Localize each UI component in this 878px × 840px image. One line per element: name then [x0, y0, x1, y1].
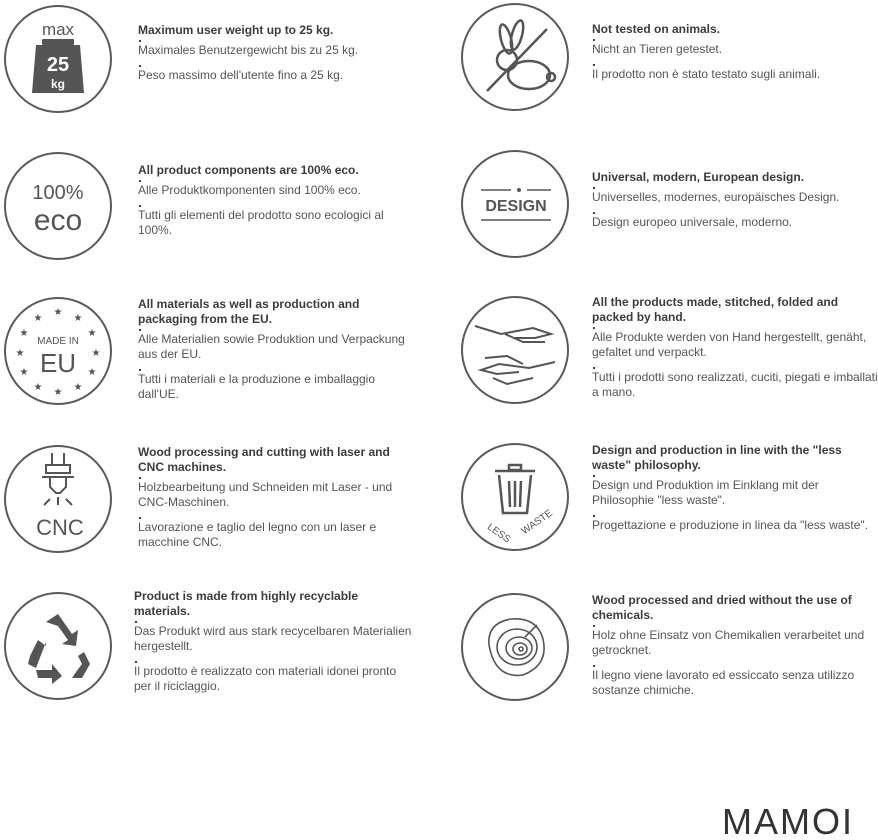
less-waste-icon-right: WASTE — [519, 507, 555, 538]
feature-text-it: Tutti i prodotti sono realizzati, cuciti, piegati e imballati a mano. — [592, 367, 878, 400]
cnc-icon — [4, 445, 112, 553]
feature-text-it: Il prodotto è realizzato con materiali idonei pronto per il riciclaggio. — [134, 661, 414, 694]
feature-text-it: Design europeo universale, moderno. — [592, 212, 878, 230]
feature-text-de: Alle Produktkomponenten sind 100% eco. — [138, 180, 418, 198]
feature-title: Product is made from highly recyclable materials. — [134, 589, 359, 618]
brand-logo — [722, 796, 872, 840]
svg-text:★: ★ — [91, 348, 101, 359]
cnc-icon-label: CNC — [36, 515, 84, 540]
feature-text-it: Tutti i materiali e la produzione e imballaggio dall'UE. — [138, 369, 418, 402]
feature-title: Maximum user weight up to 25 kg. — [138, 23, 334, 37]
feature-design — [461, 150, 878, 270]
wood-log-icon — [461, 593, 569, 701]
eu-icon-made-in: MADE IN — [37, 336, 79, 347]
feature-title: All the products made, stitched, folded and packed by hand. — [592, 295, 839, 324]
svg-text:★: ★ — [87, 328, 97, 339]
design-icon-word: DESIGN — [485, 198, 547, 215]
svg-text:★: ★ — [33, 382, 43, 393]
feature-less-waste — [461, 443, 878, 563]
trash-bin-icon — [461, 443, 569, 551]
feature-cnc — [4, 445, 434, 565]
less-waste-icon-left: LESS — [484, 521, 513, 546]
hands-icon — [461, 296, 569, 404]
feature-title: Wood processing and cutting with laser and CNC machines. — [138, 445, 390, 474]
feature-text-it: Il prodotto non è stato testato sugli animali. — [592, 64, 878, 82]
feature-text-de: Alle Materialien sowie Produktion und Verpackung aus der EU. — [138, 329, 418, 362]
svg-text:★: ★ — [15, 348, 25, 359]
weight-icon — [4, 5, 112, 113]
feature-title: Design and production in line with the "less waste" philosophy. — [592, 443, 842, 472]
feature-made-in-eu — [4, 297, 434, 417]
weight-icon-unit: kg — [50, 77, 66, 91]
feature-text-de: Alle Produkte werden von Hand hergestellt, genäht, gefaltet und verpackt. — [592, 327, 878, 360]
eco-icon-word: eco — [33, 204, 83, 237]
feature-text-de: Maximales Benutzergewicht bis zu 25 kg. — [138, 40, 418, 58]
feature-no-chemicals — [461, 593, 878, 713]
svg-text:★: ★ — [73, 382, 83, 393]
svg-text:★: ★ — [53, 307, 63, 318]
feature-text-it: Tutti gli elementi del prodotto sono ecologici al 100%. — [138, 205, 418, 238]
feature-text-it: Il legno viene lavorato ed essiccato senza utilizzo sostanze chimiche. — [592, 665, 878, 698]
feature-max-weight — [4, 5, 434, 125]
weight-icon-max: max — [41, 20, 75, 39]
feature-text-it: Lavorazione e taglio del legno con un laser e macchine CNC. — [138, 517, 418, 550]
svg-text:★: ★ — [19, 328, 29, 339]
feature-text-de: Holz ohne Einsatz von Chemikalien verarbeitet und getrocknet. — [592, 625, 878, 658]
feature-not-tested — [461, 3, 878, 123]
feature-title: Universal, modern, European design. — [592, 170, 805, 184]
feature-text-it: Peso massimo dell'utente fino a 25 kg. — [138, 65, 418, 83]
feature-title: Wood processed and dried without the use of chemicals. — [592, 593, 852, 622]
feature-eco — [4, 152, 434, 272]
feature-text-de: Holzbearbeitung und Schneiden mit Laser - und CNC-Maschinen. — [138, 477, 418, 510]
feature-recyclable — [4, 589, 434, 712]
feature-title: Not tested on animals. — [592, 22, 721, 36]
svg-text:★: ★ — [87, 367, 97, 378]
brand-logo-text: MAMOI — [722, 801, 854, 840]
svg-text:★: ★ — [33, 313, 43, 324]
feature-text-de: Das Produkt wird aus stark recycelbaren Materialien hergestellt. — [134, 621, 414, 654]
svg-text:★: ★ — [53, 387, 63, 398]
rabbit-icon — [461, 3, 569, 111]
feature-title: All materials as well as production and packaging from the EU. — [138, 297, 360, 326]
eu-icon-eu: EU — [39, 348, 77, 378]
weight-icon-value: 25 — [46, 54, 70, 76]
design-icon — [461, 150, 569, 258]
feature-text-de: Design und Produktion im Einklang mit der Philosophie "less waste". — [592, 475, 878, 508]
eco-icon-percent: 100% — [32, 182, 84, 204]
feature-text-it: Progettazione e produzione in linea da "less waste". — [592, 515, 878, 533]
feature-handmade — [461, 296, 878, 416]
svg-text:★: ★ — [73, 313, 83, 324]
feature-text-de: Nicht an Tieren getestet. — [592, 39, 878, 57]
recycle-icon — [4, 592, 112, 700]
eco-icon — [4, 152, 112, 260]
made-in-eu-icon — [4, 297, 112, 405]
svg-text:★: ★ — [19, 367, 29, 378]
feature-title: All product components are 100% eco. — [138, 163, 359, 177]
feature-text-de: Universelles, modernes, europäisches Design. — [592, 187, 878, 205]
